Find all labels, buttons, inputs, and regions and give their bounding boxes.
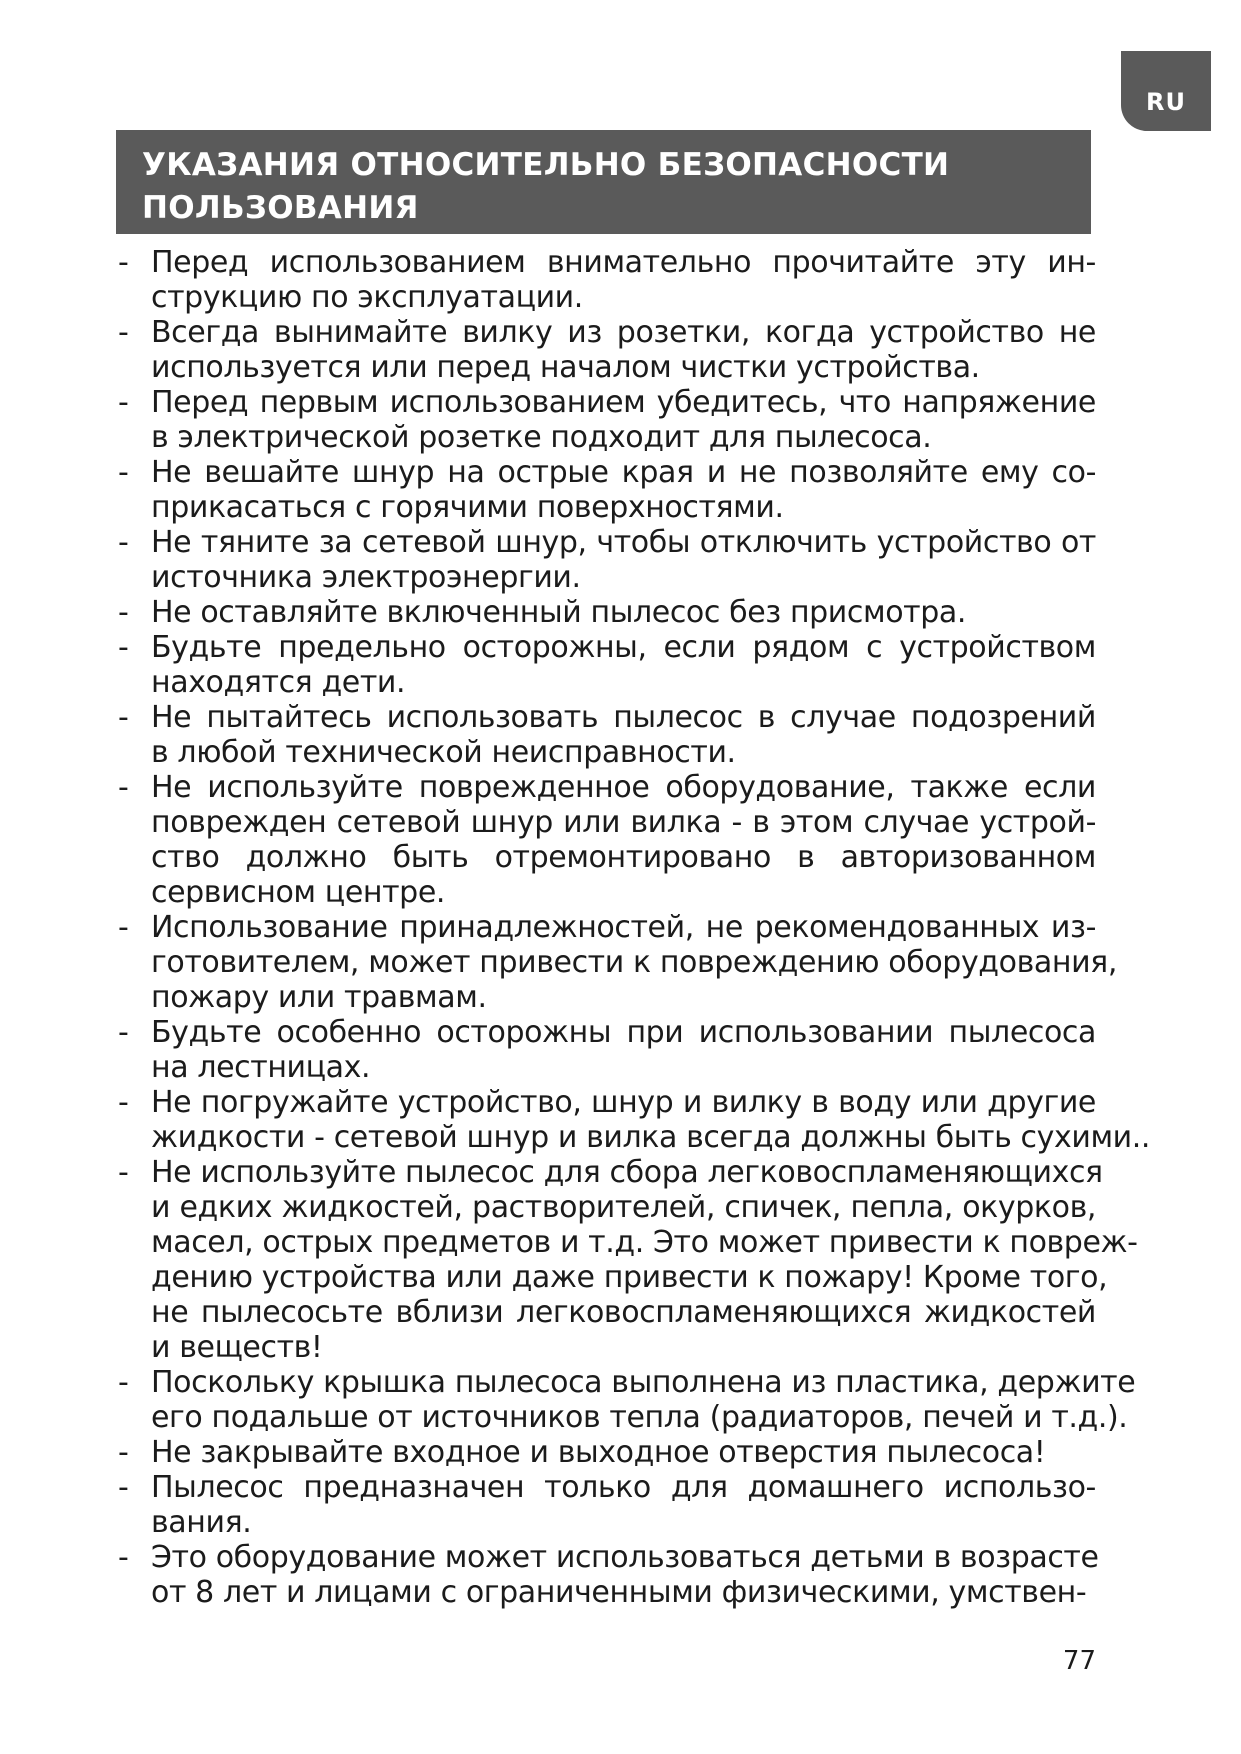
safety-instructions-list: [118, 245, 1151, 1610]
bullet-dash: -: [118, 595, 129, 630]
page-number: 77: [1062, 1646, 1096, 1676]
bullet-dash: -: [118, 630, 129, 665]
list-item: [118, 1365, 1136, 1435]
list-item-text-line: находятся дети.: [151, 665, 406, 700]
list-item: [118, 525, 1096, 595]
list-item-text-line: Не пытайтесь использовать пылесос в случае подозрений: [151, 700, 1096, 735]
list-item-text-line: Не используйте поврежденное оборудование, также если: [151, 770, 1096, 805]
bullet-dash: -: [118, 245, 129, 280]
list-item-text-line: прикасаться с горячими поверхностями.: [151, 490, 784, 525]
list-item-text-line: вания.: [151, 1505, 252, 1540]
list-item-text-line: Перед использованием внимательно прочитайте эту ин-: [151, 245, 1096, 280]
bullet-dash: -: [118, 315, 129, 350]
list-item-text-line: от 8 лет и лицами с ограниченными физическими, умствен-: [151, 1575, 1087, 1610]
bullet-dash: -: [118, 770, 129, 805]
list-item: [118, 1540, 1099, 1610]
bullet-dash: -: [118, 1085, 129, 1120]
list-item-text-line: масел, острых предметов и т.д. Это может привести к повреж-: [151, 1225, 1138, 1260]
bullet-dash: -: [118, 455, 129, 490]
list-item-text-line: его подальше от источников тепла (радиаторов, печей и т.д.).: [151, 1400, 1128, 1435]
list-item-text-line: Не оставляйте включенный пылесос без присмотра.: [151, 595, 967, 630]
list-item-text-line: Не вешайте шнур на острые края и не позволяйте ему со-: [151, 455, 1096, 490]
list-item: [118, 385, 1096, 455]
list-item-text-line: струкцию по эксплуатации.: [151, 280, 583, 315]
list-item-text-line: сервисном центре.: [151, 875, 446, 910]
list-item-text-line: в электрической розетке подходит для пылесоса.: [151, 420, 932, 455]
list-item-text-line: Не погружайте устройство, шнур и вилку в воду или другие: [151, 1085, 1096, 1120]
list-item-text-line: не пылесосьте вблизи легковоспламеняющихся жидкостей: [151, 1295, 1096, 1330]
list-item-text-line: в любой технической неисправности.: [151, 735, 736, 770]
list-item-text-line: жидкости - сетевой шнур и вилка всегда должны быть сухими..: [151, 1120, 1151, 1155]
list-item: [118, 1470, 1096, 1540]
heading-line: УКАЗАНИЯ ОТНОСИТЕЛЬНО БЕЗОПАСНОСТИ: [142, 147, 950, 183]
list-item: [118, 245, 1096, 315]
bullet-dash: -: [118, 700, 129, 735]
list-item: [118, 1435, 1096, 1470]
list-item-text-line: Не используйте пылесос для сбора легковоспламеняющихся: [151, 1155, 1103, 1190]
list-item: [118, 1155, 1138, 1365]
list-item: [118, 595, 1096, 630]
bullet-dash: -: [118, 1540, 129, 1575]
bullet-dash: -: [118, 385, 129, 420]
list-item-text-line: и веществ!: [151, 1330, 323, 1365]
list-item: [118, 1015, 1096, 1085]
list-item: [118, 630, 1096, 700]
list-item-text-line: Это оборудование может использоваться детьми в возрасте: [151, 1540, 1099, 1575]
bullet-dash: -: [118, 1365, 129, 1400]
list-item: [118, 455, 1096, 525]
list-item-text-line: Не тяните за сетевой шнур, чтобы отключить устройство от: [151, 525, 1096, 560]
list-item-text-line: используется или перед началом чистки устройства.: [151, 350, 980, 385]
list-item-text-line: на лестницах.: [151, 1050, 371, 1085]
list-item-text-line: Поскольку крышка пылесоса выполнена из пластика, держите: [151, 1365, 1136, 1400]
list-item-text-line: Пылесос предназначен только для домашнего использо-: [151, 1470, 1096, 1505]
section-heading: [116, 130, 1091, 234]
bullet-dash: -: [118, 1015, 129, 1050]
list-item-text-line: готовителем, может привести к повреждению оборудования,: [151, 945, 1117, 980]
list-item-text-line: ство должно быть отремонтировано в авторизованном: [151, 840, 1096, 875]
list-item: [118, 910, 1117, 1015]
list-item-text-line: и едких жидкостей, растворителей, спичек, пепла, окурков,: [151, 1190, 1096, 1225]
list-item-text-line: Будьте особенно осторожны при использовании пылесоса: [151, 1015, 1096, 1050]
list-item: [118, 700, 1096, 770]
bullet-dash: -: [118, 1155, 129, 1190]
list-item: [118, 1085, 1151, 1155]
list-item-text-line: источника электроэнергии.: [151, 560, 581, 595]
bullet-dash: -: [118, 910, 129, 945]
list-item-text-line: поврежден сетевой шнур или вилка - в этом случае устрой-: [151, 805, 1096, 840]
list-item-text-line: дению устройства или даже привести к пожару! Кроме того,: [151, 1260, 1108, 1295]
language-tab: RU: [1121, 51, 1211, 131]
list-item: [118, 315, 1096, 385]
list-item-text-line: пожару или травмам.: [151, 980, 487, 1015]
list-item-text-line: Не закрывайте входное и выходное отверстия пылесоса!: [151, 1435, 1046, 1470]
bullet-dash: -: [118, 525, 129, 560]
bullet-dash: -: [118, 1470, 129, 1505]
list-item-text-line: Будьте предельно осторожны, если рядом с устройством: [151, 630, 1096, 665]
bullet-dash: -: [118, 1435, 129, 1470]
heading-line: ПОЛЬЗОВАНИЯ: [142, 190, 419, 226]
list-item-text-line: Всегда вынимайте вилку из розетки, когда устройство не: [151, 315, 1096, 350]
list-item-text-line: Использование принадлежностей, не рекомендованных из-: [151, 910, 1096, 945]
list-item-text-line: Перед первым использованием убедитесь, что напряжение: [151, 385, 1096, 420]
list-item: [118, 770, 1096, 910]
